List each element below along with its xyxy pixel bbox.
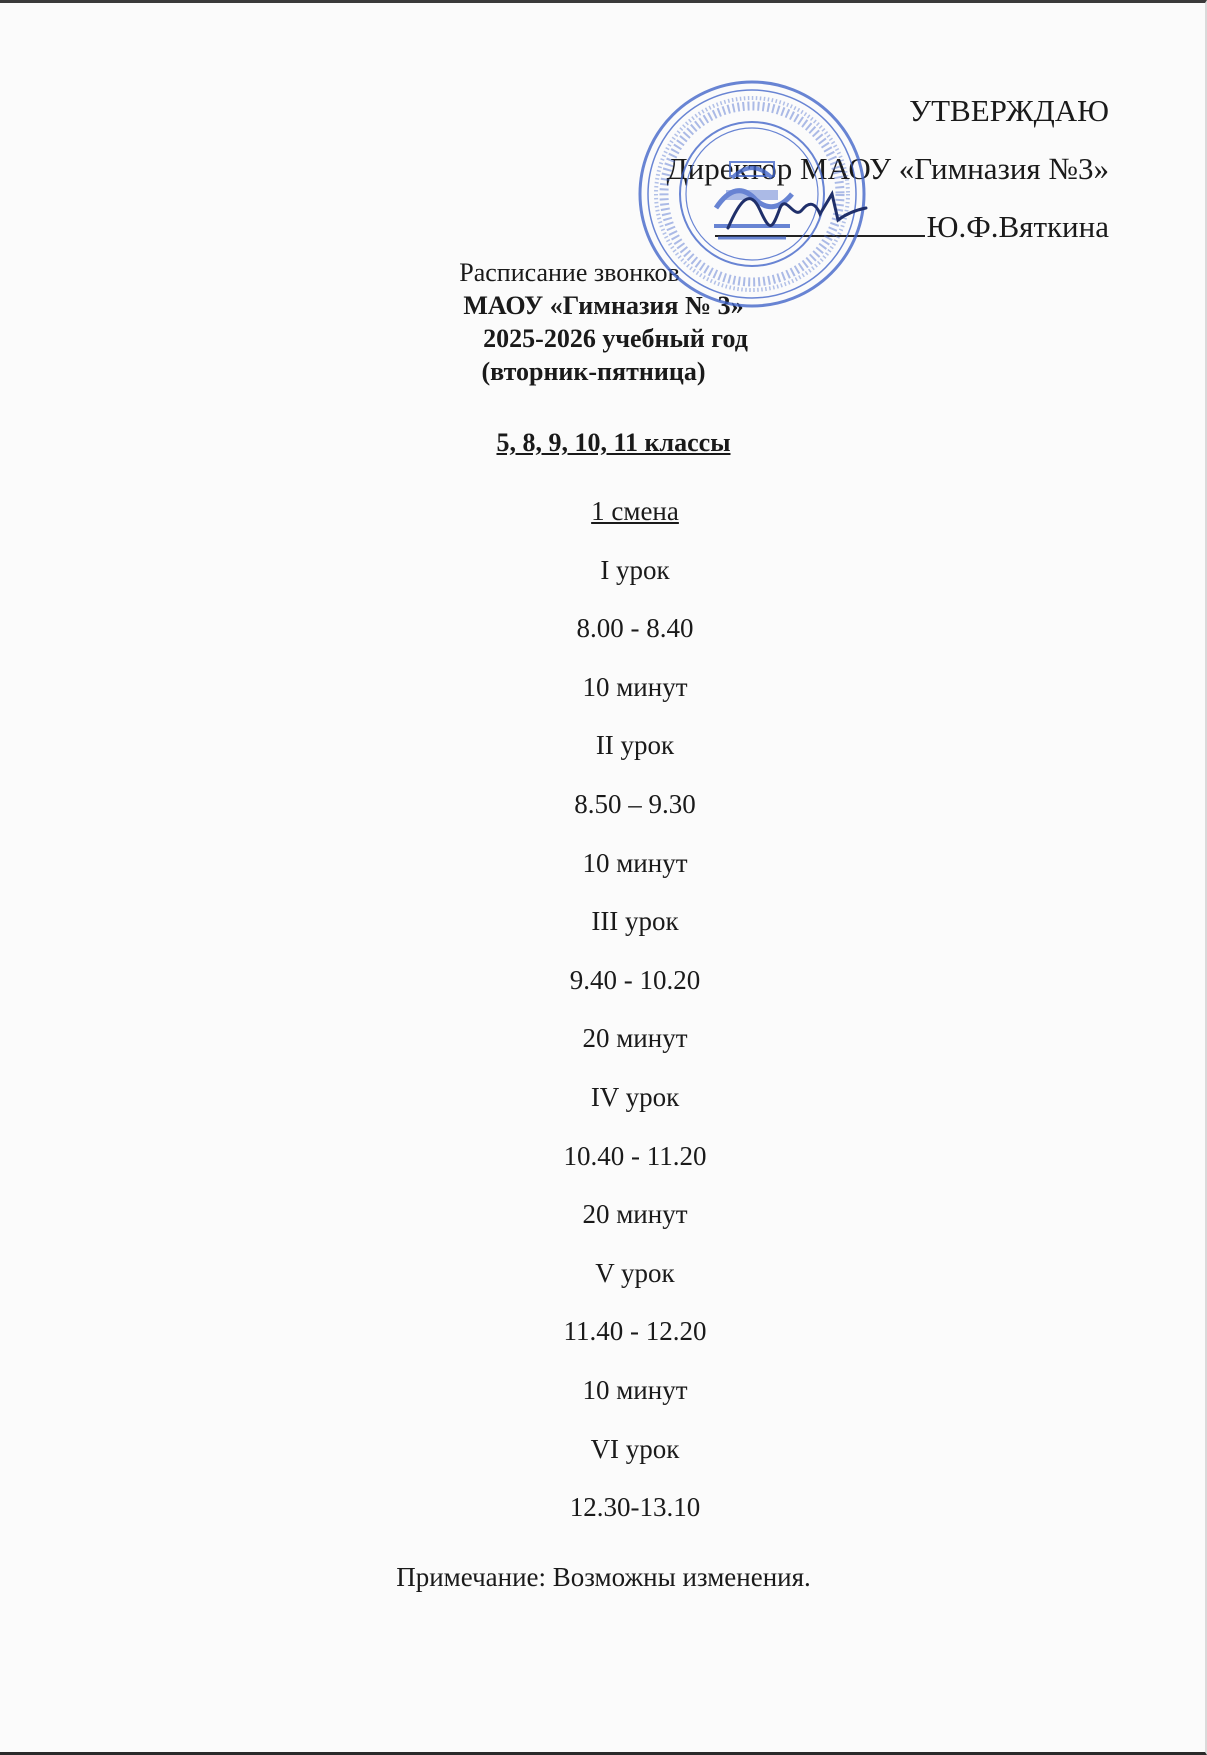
schedule-row: 10 минут (582, 671, 688, 702)
schedule-row: 8.50 – 9.30 (574, 788, 696, 819)
document-title (0, 256, 1207, 388)
schedule-row: 10.40 - 11.20 (563, 1140, 707, 1171)
schedule-row: 9.40 - 10.20 (569, 964, 701, 995)
shift-heading (0, 492, 1207, 551)
title-days: (вторник-пятница) (481, 357, 706, 386)
schedule-row: III урок (591, 906, 679, 937)
schedule-row: 12.30-13.10 (569, 1492, 701, 1523)
schedule-row: I урок (600, 554, 670, 585)
schedule-row: 20 минут (582, 1199, 688, 1230)
schedule-row: 10 минут (582, 1374, 688, 1405)
schedule-row: 20 минут (582, 1023, 688, 1054)
approval-heading: УТВЕРЖДАЮ (909, 93, 1109, 128)
title-year: 2025-2026 учебный год (483, 324, 748, 353)
schedule-row: 8.00 - 8.40 (576, 613, 694, 644)
schedule-row: 10 минут (582, 847, 688, 878)
classes-heading (0, 428, 1207, 458)
schedule-row: V урок (595, 1257, 675, 1288)
schedule-row: 11.40 - 12.20 (563, 1316, 707, 1347)
schedule-row: II урок (595, 730, 675, 761)
schedule-row: VI урок (590, 1433, 680, 1464)
note: Примечание: Возможны изменения. (396, 1562, 811, 1592)
shift-label: 1 смена (591, 496, 679, 526)
title-school: МАОУ «Гимназия № 3» (463, 291, 744, 320)
title-schedule: Расписание звонков (459, 258, 680, 287)
director-signature (720, 180, 870, 240)
bell-schedule (0, 492, 1207, 1547)
classes-label: 5, 8, 9, 10, 11 классы (496, 428, 731, 457)
approval-position: Директор МАОУ «Гимназия №3» (666, 151, 1109, 186)
approval-name: Ю.Ф.Вяткина (926, 209, 1109, 244)
schedule-row: IV урок (590, 1081, 680, 1112)
